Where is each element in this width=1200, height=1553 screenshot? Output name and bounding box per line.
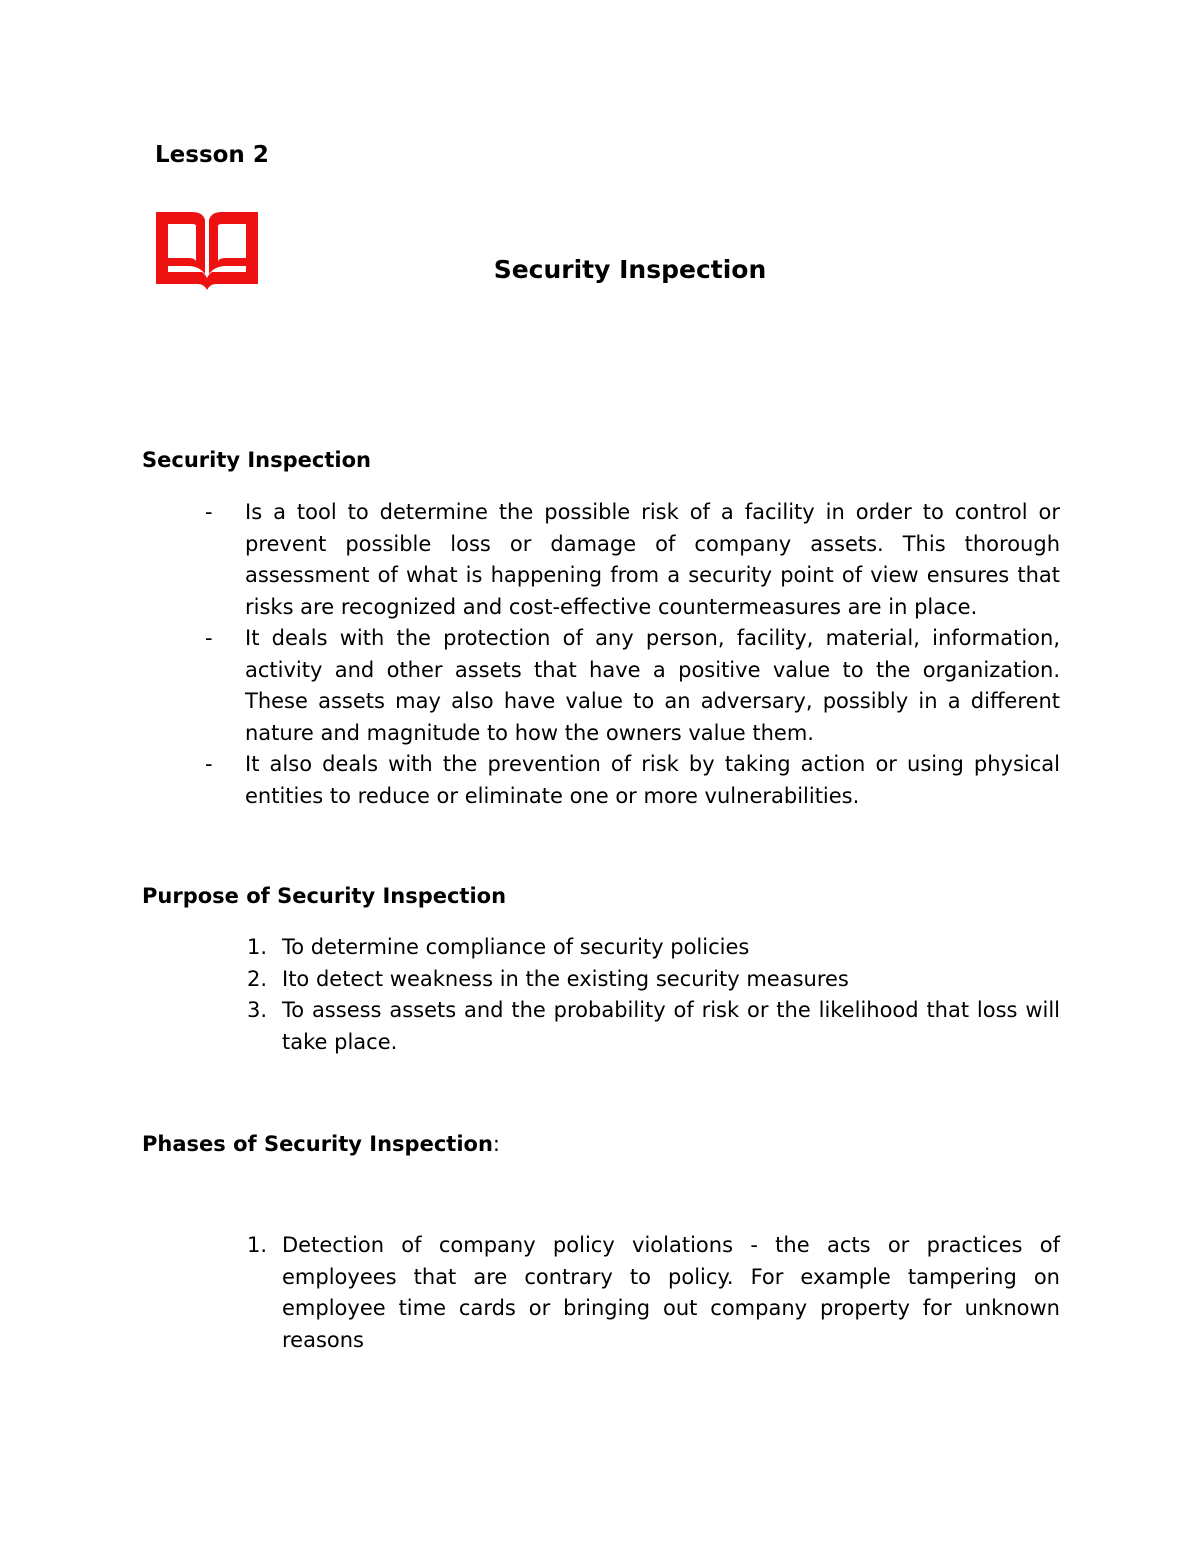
list-marker: 2. [247, 966, 268, 991]
list-item-text: It deals with the protection of any person, facility, material, information, activity and other assets that have a positive value to the organization. These assets may also have value to an adversary, possibly in a different nature and magnitude to how the owners value them. [245, 626, 1060, 745]
list-marker: 1. [247, 935, 268, 959]
list-item [205, 497, 1060, 623]
list-item [205, 749, 1060, 812]
list-item-text: To determine compliance of security policies [282, 935, 750, 959]
list-marker: - [205, 626, 213, 650]
list-item-text: Is a tool to determine the possible risk of a facility in order to control or prevent possible loss or damage of company assets. This thorough assessment of what is happening from a security point of view ensures that risks are recognized and cost-effective countermeasures are in place. [245, 500, 1060, 619]
list-item [205, 995, 1060, 1058]
list-item-text: To assess assets and the probability of risk or the likelihood that loss will take place. [282, 998, 1060, 1054]
lesson-label: Lesson 2 [155, 142, 269, 168]
list-marker: - [205, 752, 213, 776]
phases-heading-colon: : [492, 1132, 500, 1156]
list-item [205, 932, 1060, 964]
list-item-text: Ito detect weakness in the existing security measures [282, 966, 849, 991]
section-heading-security-inspection: Security Inspection [142, 448, 371, 472]
list-item [205, 623, 1060, 749]
section-heading-purpose: Purpose of Security Inspection [142, 884, 507, 908]
list-item [205, 1230, 1060, 1356]
section-heading-phases [142, 1130, 500, 1158]
list-item-text: It also deals with the prevention of risk by taking action or using physical entities to reduce or eliminate one or more vulnerabilities. [245, 752, 1060, 808]
document-title: Security Inspection [493, 255, 767, 284]
purpose-list [205, 932, 1060, 1058]
security-inspection-list [205, 497, 1060, 812]
phases-list [205, 1230, 1060, 1356]
phases-heading-text: Phases of Security Inspection [142, 1132, 493, 1156]
list-marker: 1. [247, 1233, 268, 1257]
list-item-text: Detection of company policy violations - the acts or practices of employees that are contrary to policy. For example tampering on employee time cards or bringing out company property for unknown reasons [282, 1233, 1060, 1352]
list-marker: 3. [247, 998, 268, 1022]
list-item [205, 964, 1060, 996]
list-marker: - [205, 500, 213, 524]
